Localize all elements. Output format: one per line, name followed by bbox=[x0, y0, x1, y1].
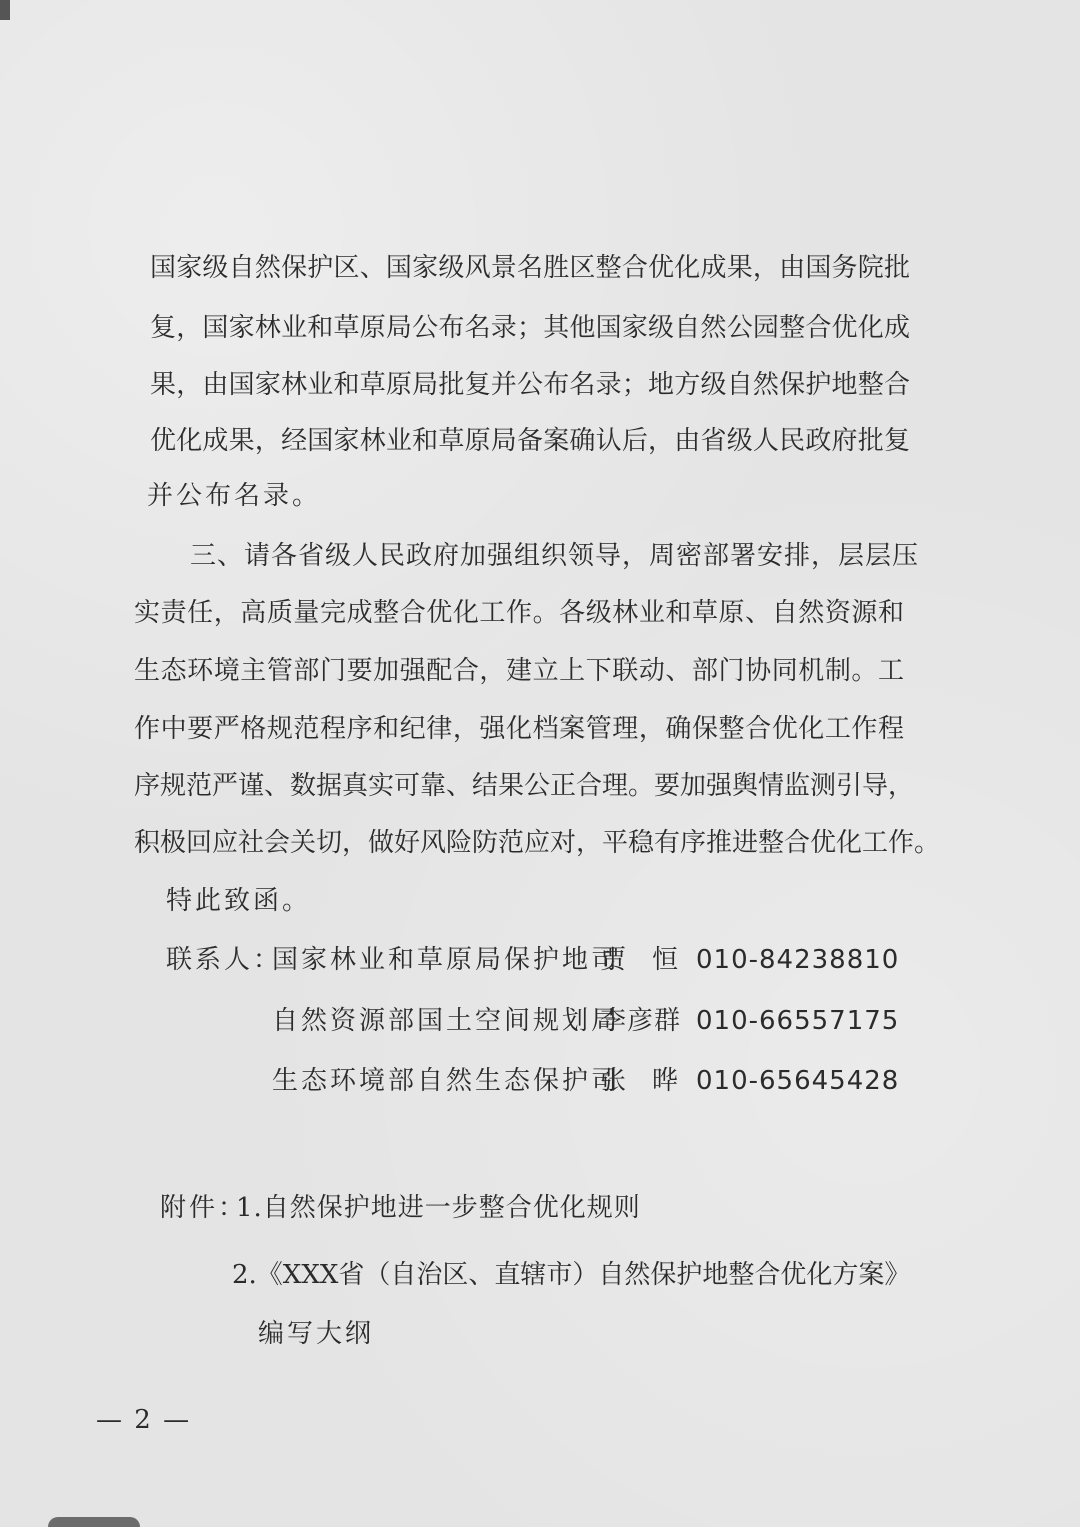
attachments-label: 附件： bbox=[160, 1193, 248, 1223]
paragraph-2-line-2: 实责任，高质量完成整合优化工作。各级林业和草原、自然资源和 bbox=[134, 598, 904, 628]
contact-1-phone: 010-84238810 bbox=[696, 945, 900, 975]
paragraph-1-line-3: 果，由国家林业和草原局批复并公布名录；地方级自然保护地整合 bbox=[150, 370, 910, 400]
contact-1-org: 国家林业和草原局保护地司 bbox=[272, 945, 621, 975]
paragraph-2-line-1: 三、请各省级人民政府加强组织领导，周密部署安排，层层压 bbox=[190, 541, 920, 571]
paragraph-1-line-1: 国家级自然保护区、国家级风景名胜区整合优化成果，由国务院批 bbox=[150, 253, 910, 283]
paragraph-2-line-3: 生态环境主管部门要加强配合，建立上下联动、部门协同机制。工 bbox=[134, 656, 904, 686]
contact-2-org: 自然资源部国土空间规划局 bbox=[272, 1006, 621, 1036]
contact-1-name: 贾 恒 bbox=[600, 945, 679, 975]
paragraph-1-line-5: 并公布名录。 bbox=[147, 481, 322, 511]
closing-text: 特此致函。 bbox=[166, 886, 312, 916]
paragraph-2-line-5: 序规范严谨、数据真实可靠、结果公正合理。要加强舆情监测引导， bbox=[134, 771, 915, 801]
paragraph-1-line-2: 复，国家林业和草原局公布名录；其他国家级自然公园整合优化成 bbox=[150, 313, 910, 343]
attachment-2-line-2: 编写大纲 bbox=[258, 1319, 375, 1349]
contact-3-name: 张 晔 bbox=[600, 1066, 679, 1096]
attachment-2-line-1: 2.《XXX省（自治区、直辖市）自然保护地整合优化方案》 bbox=[232, 1260, 911, 1290]
contact-3-org: 生态环境部自然生态保护司 bbox=[272, 1066, 621, 1096]
paragraph-2-line-4: 作中要严格规范程序和纪律，强化档案管理，确保整合优化工作程 bbox=[134, 714, 904, 744]
scan-bottom-shadow bbox=[48, 1517, 140, 1527]
contact-2-phone: 010-66557175 bbox=[696, 1006, 900, 1036]
paragraph-2-line-6: 积极回应社会关切，做好风险防范应对，平稳有序推进整合优化工作。 bbox=[134, 828, 941, 858]
contact-2-name: 李彦群 bbox=[600, 1006, 682, 1036]
contacts-label: 联系人： bbox=[166, 945, 283, 975]
contact-3-phone: 010-65645428 bbox=[696, 1066, 900, 1096]
attachment-1: 1.自然保护地进一步整合优化规则 bbox=[236, 1193, 641, 1223]
scan-edge-mark bbox=[0, 0, 10, 20]
paragraph-1-line-4: 优化成果，经国家林业和草原局备案确认后，由省级人民政府批复 bbox=[150, 426, 910, 456]
page-number: — 2 — bbox=[96, 1405, 192, 1435]
